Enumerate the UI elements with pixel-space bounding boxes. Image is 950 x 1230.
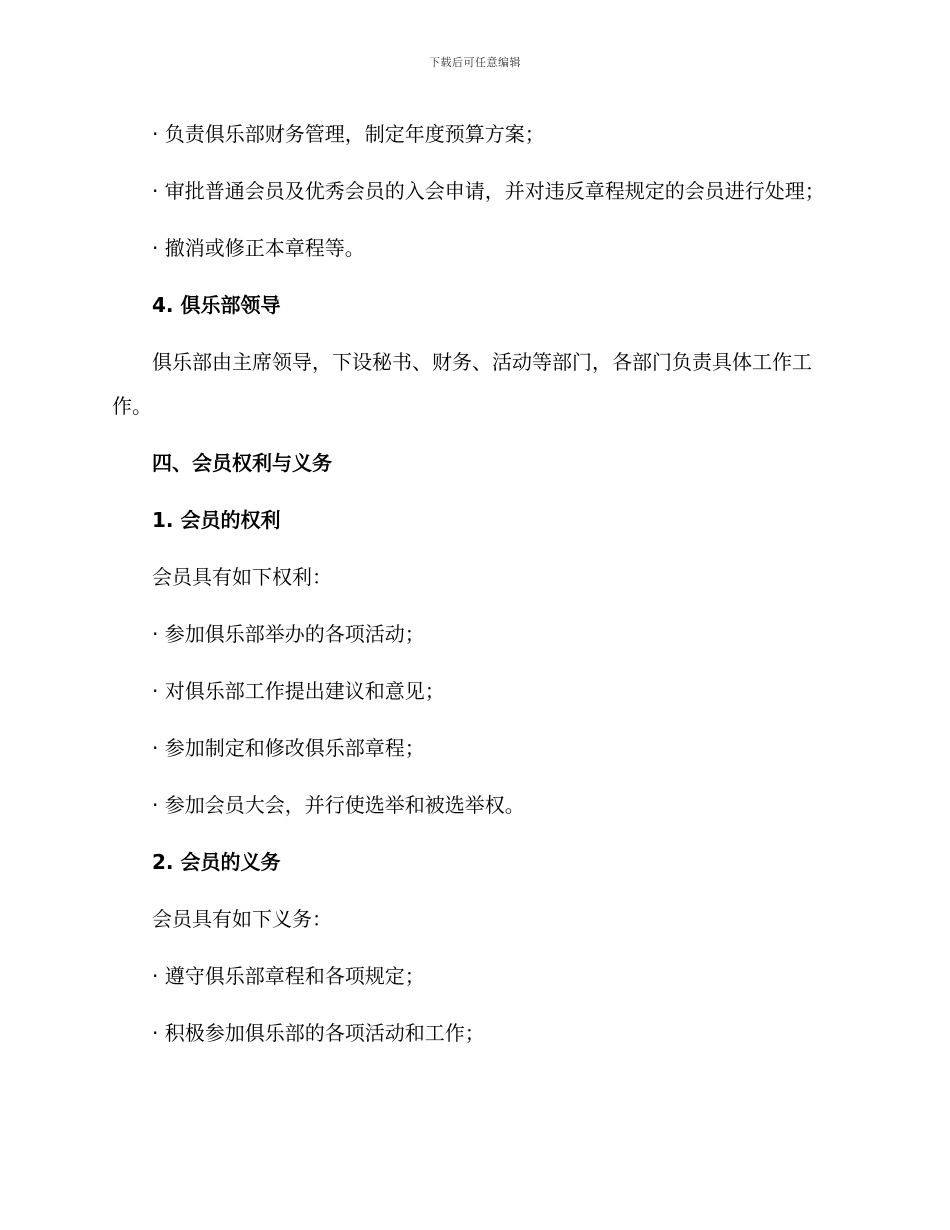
section-heading: 2. 会员的义务 xyxy=(152,850,281,874)
bullet-item: · 积极参加俱乐部的各项活动和工作； xyxy=(152,1021,485,1045)
section-heading: 1. 会员的权利 xyxy=(152,508,281,532)
section-heading: 4. 俱乐部领导 xyxy=(152,293,281,317)
bullet-item: · 审批普通会员及优秀会员的入会申请，并对违反章程规定的会员进行处理； xyxy=(152,179,825,203)
body-paragraph: 俱乐部由主席领导，下设秘书、财务、活动等部门，各部门负责具体工作工作。 xyxy=(112,350,812,418)
chapter-heading: 四、会员权利与义务 xyxy=(152,451,332,475)
bullet-item: · 撤消或修正本章程等。 xyxy=(152,236,365,260)
body-paragraph: 会员具有如下权利： xyxy=(152,565,332,589)
bullet-item: · 对俱乐部工作提出建议和意见； xyxy=(152,679,445,703)
bullet-item: · 负责俱乐部财务管理，制定年度预算方案； xyxy=(152,122,545,146)
bullet-item: · 遵守俱乐部章程和各项规定； xyxy=(152,964,425,988)
bullet-item: · 参加俱乐部举办的各项活动； xyxy=(152,622,425,646)
bullet-item: · 参加制定和修改俱乐部章程； xyxy=(152,736,425,760)
document-body xyxy=(112,112,840,1068)
body-paragraph: 会员具有如下义务： xyxy=(152,907,332,931)
bullet-item: · 参加会员大会，并行使选举和被选举权。 xyxy=(152,793,525,817)
page-header: 下载后可任意编辑 xyxy=(429,56,521,69)
